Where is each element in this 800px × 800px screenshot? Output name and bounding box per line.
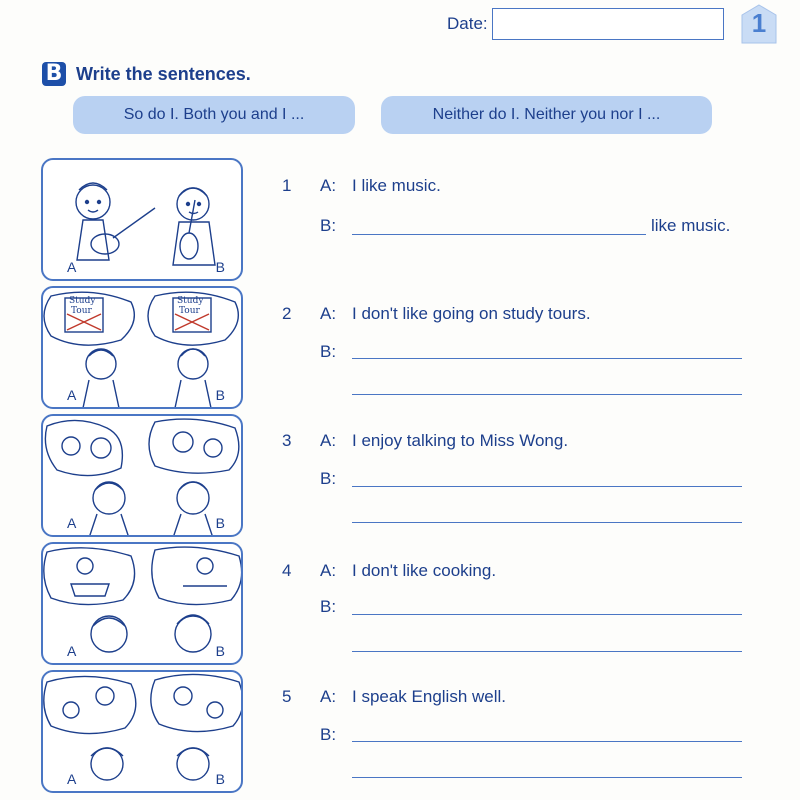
sentence-a: I speak English well.: [352, 687, 507, 706]
answer-line[interactable]: [352, 614, 742, 615]
picture-panel-3: [41, 414, 243, 537]
answer-line[interactable]: [352, 358, 742, 359]
label-a: A: [67, 387, 77, 403]
answer-line[interactable]: [352, 651, 742, 652]
speaker-b: B:: [320, 469, 337, 488]
sentence-tail: like music.: [651, 216, 731, 235]
label-a: A: [67, 259, 77, 275]
hint-box-so-do-i: So do I. Both you and I ...: [73, 96, 355, 134]
label-b: B: [215, 771, 225, 787]
speaker-a: A:: [320, 561, 337, 580]
label-b: B: [215, 515, 225, 531]
label-a: A: [67, 515, 77, 531]
item-number: 5: [282, 687, 292, 706]
picture-panel-2: [41, 286, 243, 409]
sentence-a: I enjoy talking to Miss Wong.: [352, 431, 569, 450]
item-number: 4: [282, 561, 292, 580]
picture-panel-5: [41, 670, 243, 793]
picture-panel-1: [41, 158, 243, 281]
label-b: B: [215, 259, 225, 275]
label-b: B: [215, 643, 225, 659]
answer-line[interactable]: [352, 486, 742, 487]
answer-line[interactable]: [352, 394, 742, 395]
sentence-a: I don't like cooking.: [352, 561, 497, 580]
sentence-a: I don't like going on study tours.: [352, 304, 591, 323]
label-a: A: [67, 643, 77, 659]
hint-box-neither-do-i: Neither do I. Neither you nor I ...: [381, 96, 712, 134]
sign-text-a1: Study: [69, 296, 96, 306]
sign-text-a2: Tour: [71, 306, 92, 316]
label-a: A: [67, 771, 77, 787]
answer-line[interactable]: [352, 741, 742, 742]
speaker-a: A:: [320, 304, 337, 323]
speaker-b: B:: [320, 216, 337, 235]
speaker-a: A:: [320, 176, 337, 195]
page-number: 1: [751, 8, 767, 38]
answer-line[interactable]: [352, 777, 742, 778]
section-title: Write the sentences.: [76, 64, 251, 84]
section-letter: B: [42, 62, 66, 86]
speaker-b: B:: [320, 597, 337, 616]
speaker-b: B:: [320, 342, 337, 361]
picture-panel-4: [41, 542, 243, 665]
item-number: 1: [282, 176, 292, 195]
date-field[interactable]: [492, 8, 724, 40]
item-number: 3: [282, 431, 292, 450]
item-number: 2: [282, 304, 292, 323]
speaker-a: A:: [320, 687, 337, 706]
answer-line[interactable]: [352, 234, 646, 235]
answer-line[interactable]: [352, 522, 742, 523]
speaker-a: A:: [320, 431, 337, 450]
speaker-b: B:: [320, 725, 337, 744]
sentence-a: I like music.: [352, 176, 441, 195]
date-label: Date:: [447, 14, 488, 33]
sign-text-b1: Study: [177, 296, 204, 306]
sign-text-b2: Tour: [179, 306, 200, 316]
label-b: B: [215, 387, 225, 403]
